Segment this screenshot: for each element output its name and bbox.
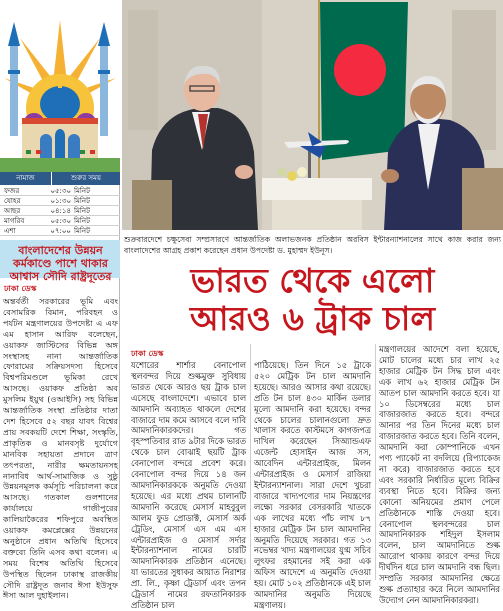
main-article-dateline: ঢাকা ডেস্ক	[131, 349, 164, 358]
prayer-row	[0, 186, 120, 196]
article-column-1: যশোরের শার্শার বেনাপোল স্থলবন্দর দিয়ে শুল্কমুক্ত সুবিধায় ভারত থেকে আরও ছয় ট্রাক চাল এসেছে বাংলাদেশে। এভাবে চাল আমদানি অব্যাহত থাকলে দেশের বাজারে দাম কমে আসবে বলে দাবি আমদানিকারকদের। গত বৃহস্পতিবার রাত ৯টার দিকে ভারত থেকে চাল বোঝাই ছয়টি ট্রাক বেনাপোল বন্দরে প্রবেশ করে। বেনাপোল বন্দর দিয়ে ১৪ জন আমদানিকারককে অনুমতি দেওয়া হয়েছে। এর মধ্যে প্রথম চালানটি আমদানি করেছে মেসার্স মাহবুবুল আলম ফুড প্রোডাক্ট, মেসার্স অর্ক ট্রেডিং, মেসার্স এস এম এস এন্টারপ্রাইজ ও মেসার্স সর্দার ইন্টারন্যাশনাল নামের চারটি আমদানিকারক প্রতিষ্ঠান এনেছে। যা ভারতের সুধাকর আয়াত নিরাশর প্রা. লি., কৃষ্ণা ট্রেডার্স এবং তপন ট্রেডার্স নামের রফতানিকারক প্রতিষ্ঠান চাল	[131, 360, 246, 610]
article-column-2: পাঠিয়েছে। তিন দিনে ১৫ ট্রাকে ৫২০ মেট্রিক টন চাল আমদানি হয়েছে। আরও আসার কথা রয়েছে। প্রতি টন চাল ৪৩০ মার্কিন ডলার মূল্যে আমদানি করা হয়েছে। বন্দর থেকে চালের চালানগুলো দ্রুত খালাস করতে কাস্টমসে কাগজপত্র দাখিল করেছেন সিঅ্যান্ডএফ এজেন্ট হোসাইন আজ সস, আবেদিন এন্টারপ্রাইজ, মিলন এন্টারপ্রাইজ ও মেসার্স রাজিয়া ইন্টারন্যাশনাল। সারা দেশে খুচরা বাজারে খাদ্যপণ্যের দাম নিয়ন্ত্রণের লক্ষ্যে সরকার বেসরকারি খাতকে এক লাখের মধ্যে পাঁচ লাখ ৮৭ হাজার মেট্রিক টন চাল আমদানির অনুমতি দিয়েছে সরকার। গত ১৩ নভেম্বর খাদ্য মন্ত্রণালয়ের যুগ্ম সচিব লুৎফর রহমানের সই করা এক অফিস আদেশে এ অনুমতি দেওয়া হয়। মোট ১০২ প্রতিষ্ঠানকে এই চাল আমদানির অনুমতি দিয়েছে মন্ত্রণালয়।	[254, 360, 371, 610]
left-column	[0, 0, 120, 601]
side-article-headline[interactable]: বাংলাদেশের উন্নয়ন কর্মকাণ্ডে পাশে থাকার আশ্বাস সৌদি রাষ্ট্রদূতের	[0, 240, 120, 278]
prayer-time: ০৭:০০	[50, 227, 71, 235]
prayer-name: ফজর	[4, 187, 20, 195]
prayer-name: যোহর	[4, 197, 21, 205]
news-photo[interactable]	[122, 0, 503, 230]
prayer-row	[0, 206, 120, 216]
side-article-dateline: ঢাকা ডেস্ক	[4, 284, 37, 293]
column-divider	[250, 344, 251, 580]
prayer-row	[0, 216, 120, 226]
prayer-time-unit: মিনিট	[74, 207, 90, 215]
prayer-time: ০৪:১৪	[50, 207, 71, 215]
prayer-row	[0, 226, 120, 236]
headline-line-2: আরও ৬ ট্রাক চাল	[190, 299, 435, 338]
prayer-name: এশা	[4, 227, 16, 235]
prayer-times-table	[0, 186, 120, 236]
mosque-graphic	[0, 0, 120, 172]
article-column-3: মন্ত্রণালয়ের আদেশে বলা হয়েছে, মোট চালের মধ্যে চার লাখ ২৫ হাজার মেট্রিক টন সিদ্ধ চাল এবং এক লাখ ৬২ হাজার মেট্রিক টন আতপ চাল আমদানি করতে হবে। যা ১০ ডিসেম্বরের মধ্যে চাল বাজারজাত করতে হবে। বন্দরে আনার পর তিন দিনের মধ্যে চাল বাজারজাত করতে হবে। তিনি বলেন, আমদানি করা কোম্পানিকে এখন পণ্য প্যাকেট না বদলিয়ে (রিপ্যাকেজ না করে) বাজারজাত করতে হবে এবং সরকারি নির্ধারিত মূল্যে বিক্রির ব্যবস্থা নিতে হবে। বিক্রির জন্য কোনো অনিয়মের প্রমাণ পেলে প্রতিষ্ঠানকে শাস্তি দেওয়া হবে। বেনাপোল স্থলবন্দরের চাল আমদানিকারক শহিদুল ইসলাম বলেন, চাল আমদানিতে শুল্ক আরোপ থাকায় কারণে বন্দর দিয়ে দীর্ঘদিন ধরে চাল আমদানি বন্ধ ছিল। সম্প্রতি সরকার আমদানির ক্ষেত্রে শুল্ক প্রত্যাহার করে নিলে আমদানির উদ্যোগ নেন আমদানিকারকরা।	[379, 344, 500, 605]
prayer-name-heading: নামাজ	[0, 172, 52, 185]
prayer-table-header	[0, 172, 120, 185]
prayer-name: মাগরিব	[4, 217, 25, 225]
prayer-time: ০৫:৩০	[50, 217, 71, 225]
prayer-time-heading: শুরুর সময়	[70, 174, 102, 182]
photo-caption: শুক্রবারদেশে চক্ষুসেবা সম্প্রসারণে আন্তর্জাতিক অলাভজনক প্রতিষ্ঠান অরবিস ইন্টারন্যাশনালের সাথে কাজ করার জন্য বাংলাদেশের আগ্রহ প্রকাশ করেছেন প্রধান উপদেষ্টা ড. মুহাম্মদ ইউনূস।	[124, 235, 501, 255]
prayer-time: ০১:৩০	[50, 197, 71, 205]
headline-line-1: ভারত থেকে এলো	[190, 261, 435, 300]
prayer-name: আছর	[4, 207, 21, 215]
main-headline[interactable]	[122, 258, 503, 342]
prayer-time-unit: মিনিট	[74, 197, 90, 205]
column-divider	[375, 344, 376, 580]
prayer-time-unit: মিনিট	[74, 227, 90, 235]
prayer-time-unit: মিনিট	[74, 187, 90, 195]
prayer-time-unit: মিনিট	[74, 217, 90, 225]
prayer-time: ০৫:৩০	[50, 187, 71, 195]
side-article-body: অন্তর্বর্তী সরকারের ভূমি এবং বেসামরিক বিমান, পরিবহন ও পর্যটন মন্ত্রণালয়ের উপদেষ্টা এ এফ এম হাসান আরিফ বলেছেন, ওয়াকফ জাস্টিসের বিভিন্ন অঙ্গ সংস্থাসহ নানা আন্তর্জাতিক ফোরামের সক্রিয়সদস্য হিসেবে বিশ্বপরিমণ্ডলে ভূমিকা রেখে আসছে। ওয়াকফ প্রতিষ্ঠা অব মুসলিম ইয়ুথ (ওআইসি) সহ বিভিন্ন আন্তর্জাতিক সংস্থা প্রতিষ্ঠার দাতা দেশ হিসেবে ৫২ বছর যাবৎ বিশ্বের প্রায় সবকয়টি দেশে শিক্ষা, সংস্কৃতি, প্রাকৃতিক ও মানবসৃষ্ট দুর্যোগে মানবিক সহায়তা প্রদানে ত্রাণ তৎপরতা, নারীর ক্ষমতায়নসহ নানাবিধ আর্থ-সামাজিক ও সুষ্ঠু উন্নয়নমূলক কর্মসূচি পরিচালনা করে আসছে। গতকাল গুলশানের কার্যালয়ে গাজীপুরের কালিয়াকৈরের শফিপুরে অবস্থিত ওয়াকফ কমপ্লেক্সের উন্নয়নের অনুষ্ঠানে প্রধান অতিথি হিসেবে বক্তব্যে তিনি এসব কথা বলেন। এ সময় বিশেষ অতিথি হিসেবে উপস্থিত ছিলেন ঢাকাস্থ রাজকীয় সৌদি রাষ্ট্রদূত জনাব ঈসা ইউসুফ ঈসা আল দুহাইলান।	[3, 296, 118, 601]
prayer-row	[0, 196, 120, 206]
